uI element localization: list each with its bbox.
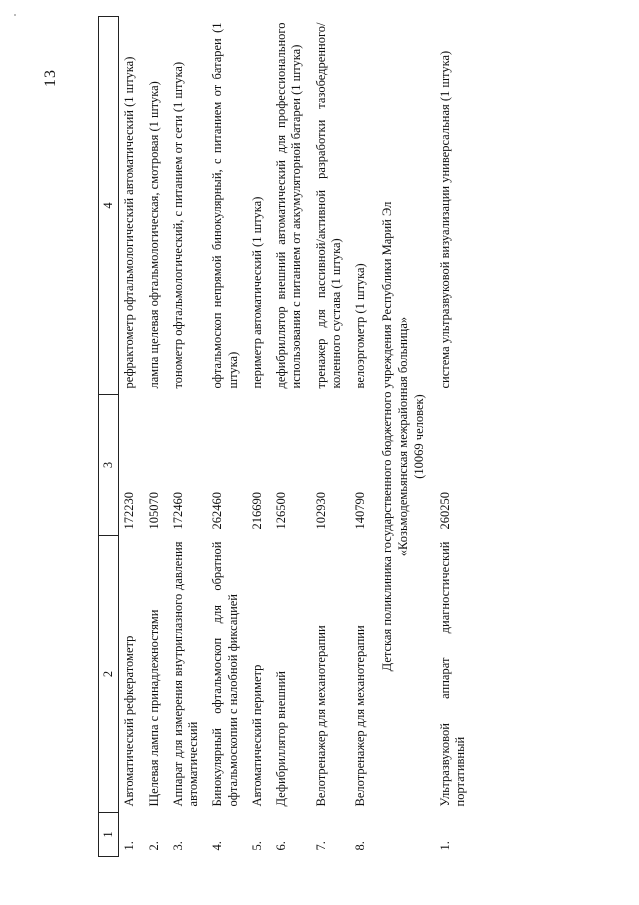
equipment-code: 172460 xyxy=(170,492,185,530)
table-row xyxy=(311,17,351,857)
section-heading-line2: «Козьмодемьянская межрайонная больница» xyxy=(395,316,410,557)
table-row xyxy=(435,17,475,857)
equipment-name: Велотренажер для механотерапии xyxy=(353,625,367,807)
equipment-name: Аппарат для измерения внутриглазного давления автоматический xyxy=(170,541,200,807)
equipment-description: тонометр офтальмологический, с питанием от сети (1 штука) xyxy=(170,61,185,389)
equipment-name: Бинокулярный офтальмоскоп для обратной офтальмоскопии с налобной фиксацией xyxy=(210,541,240,807)
equipment-description: лампа щелевая офтальмологическая, смотровая (1 штука) xyxy=(146,81,161,389)
table-row xyxy=(119,17,144,857)
equipment-name: Автоматический рефкератометр xyxy=(122,635,137,807)
column-header-3: 3 xyxy=(99,395,119,536)
column-header-4: 4 xyxy=(99,17,119,395)
equipment-description: велоэргометр (1 штука) xyxy=(353,263,367,389)
row-number: 7. xyxy=(313,841,328,851)
row-number: 3. xyxy=(170,841,185,851)
row-number: 5. xyxy=(249,841,264,851)
column-header-2: 2 xyxy=(99,536,119,813)
row-number: 2. xyxy=(146,841,161,851)
equipment-description: офтальмоскоп непрямой бинокулярный, с питанием от батареи (1 штука) xyxy=(210,22,240,389)
equipment-description: периметр автоматический (1 штука) xyxy=(249,196,264,389)
table-row xyxy=(271,17,311,857)
equipment-code: 140790 xyxy=(353,492,367,530)
row-number: 8. xyxy=(353,841,367,851)
section-heading xyxy=(374,17,435,857)
equipment-description: рефрактометр офтальмологический автоматический (1 штука) xyxy=(122,56,137,389)
equipment-code: 172230 xyxy=(122,492,137,530)
table-row xyxy=(144,17,168,857)
section-heading-line3: (10069 человек) xyxy=(411,394,426,479)
equipment-code: 102930 xyxy=(313,492,328,530)
page-number: 13 xyxy=(42,69,59,87)
section-heading-line1: Детская поликлиника государственного бюджетного учреждения Республики Марий Эл xyxy=(380,201,395,672)
equipment-name: Велотренажер для механотерапии xyxy=(313,625,328,807)
row-number: 6. xyxy=(274,841,288,851)
column-header-1: 1 xyxy=(99,813,119,857)
equipment-code: 260250 xyxy=(438,492,453,530)
row-number: 4. xyxy=(210,841,225,851)
equipment-table xyxy=(98,16,475,857)
equipment-description: система ультразвуковой визуализации универсальная (1 штука) xyxy=(438,50,453,389)
table-row xyxy=(168,17,208,857)
equipment-code: 216690 xyxy=(249,492,264,530)
equipment-name: Ультразвуковой аппарат диагностический портативный xyxy=(438,541,468,807)
equipment-description: дефибриллятор внешний автоматический для профессионального использования с питанием от аккумуляторной батареи (1 штука) xyxy=(274,22,304,389)
row-number: 1. xyxy=(438,841,453,851)
section-heading-row xyxy=(374,17,435,857)
equipment-code: 105070 xyxy=(146,492,161,530)
table-header-row xyxy=(99,17,119,857)
equipment-name: Щелевая лампа с принадлежностями xyxy=(146,609,161,807)
equipment-code: 126500 xyxy=(274,492,288,530)
table-row xyxy=(350,17,374,857)
equipment-name: Дефибриллятор внешний xyxy=(274,671,288,807)
table-row xyxy=(247,17,271,857)
equipment-code: 262460 xyxy=(210,492,225,530)
row-number: 1. xyxy=(122,841,137,851)
table-row xyxy=(207,17,247,857)
equipment-name: Автоматический периметр xyxy=(249,664,264,807)
equipment-description: тренажер для пассивной/активной разработки тазобедренного/коленного сустава (1 штука) xyxy=(313,22,343,389)
